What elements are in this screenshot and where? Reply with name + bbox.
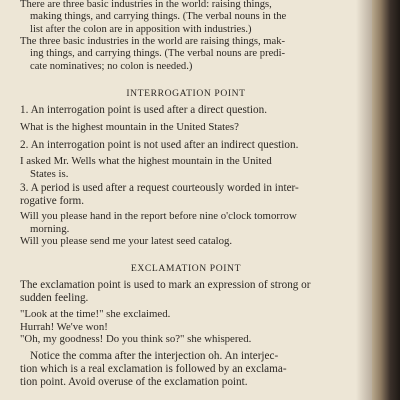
- text-line: There are three basic industries in the world: raising things,: [20, 0, 272, 10]
- text-line: States is.: [30, 167, 69, 180]
- section-heading-interrogation: INTERROGATION POINT: [126, 88, 246, 99]
- text-line: list after the colon are in apposition with industries.): [30, 23, 252, 35]
- text-line: The exclamation point is used to mark an expression of strong or: [20, 279, 311, 291]
- paragraph-apposition: [20, 0, 352, 36]
- book-spine-edge: [372, 0, 400, 400]
- exclamation-examples: [20, 308, 352, 346]
- text-line: The three basic industries in the world are raising things, mak-: [20, 36, 286, 47]
- example-2: [20, 155, 352, 180]
- text-line: ing things, and carrying things. (The verbal nouns are predi-: [30, 48, 286, 60]
- text-line: tion which is a real exclamation is followed by an exclama-: [20, 363, 287, 375]
- text-line: Notice the comma after the interjection oh. An interjec-: [30, 350, 279, 362]
- example-line: "Oh, my goodness! Do you think so?" she whispered.: [20, 333, 252, 346]
- text-line: I asked Mr. Wells what the highest mountain in the United: [20, 155, 272, 167]
- notice-paragraph: [20, 350, 352, 389]
- example-1: What is the highest mountain in the United States?: [20, 121, 239, 133]
- example-line: Hurrah! We've won!: [20, 320, 108, 333]
- paragraph-predicate-nominatives: [20, 36, 352, 73]
- rule-2: 2. An interrogation point is not used after an indirect question.: [20, 139, 299, 151]
- example-line: "Look at the time!" she exclaimed.: [20, 308, 171, 320]
- rule-3: [20, 182, 352, 208]
- text-line: tion point. Avoid overuse of the exclamation point.: [20, 376, 248, 388]
- section-heading-exclamation: EXCLAMATION POINT: [130, 263, 242, 274]
- example-3: [20, 210, 352, 248]
- rule-1: 1. An interrogation point is used after a direct question.: [20, 104, 267, 116]
- text-line: Will you please send me your latest seed catalog.: [20, 235, 233, 248]
- text-line: morning.: [30, 222, 70, 235]
- text-line: sudden feeling.: [20, 292, 89, 304]
- exclamation-rule: [20, 279, 352, 305]
- page-curl-shadow: [356, 0, 372, 400]
- text-line: rogative form.: [20, 195, 84, 207]
- text-line: Will you please hand in the report before nine o'clock tomorrow: [20, 210, 297, 222]
- text-line: 3. A period is used after a request courteously worded in inter-: [20, 182, 299, 194]
- text-line: making things, and carrying things. (The verbal nouns in the: [30, 11, 287, 23]
- text-line: cate nominatives; no colon is needed.): [30, 60, 193, 72]
